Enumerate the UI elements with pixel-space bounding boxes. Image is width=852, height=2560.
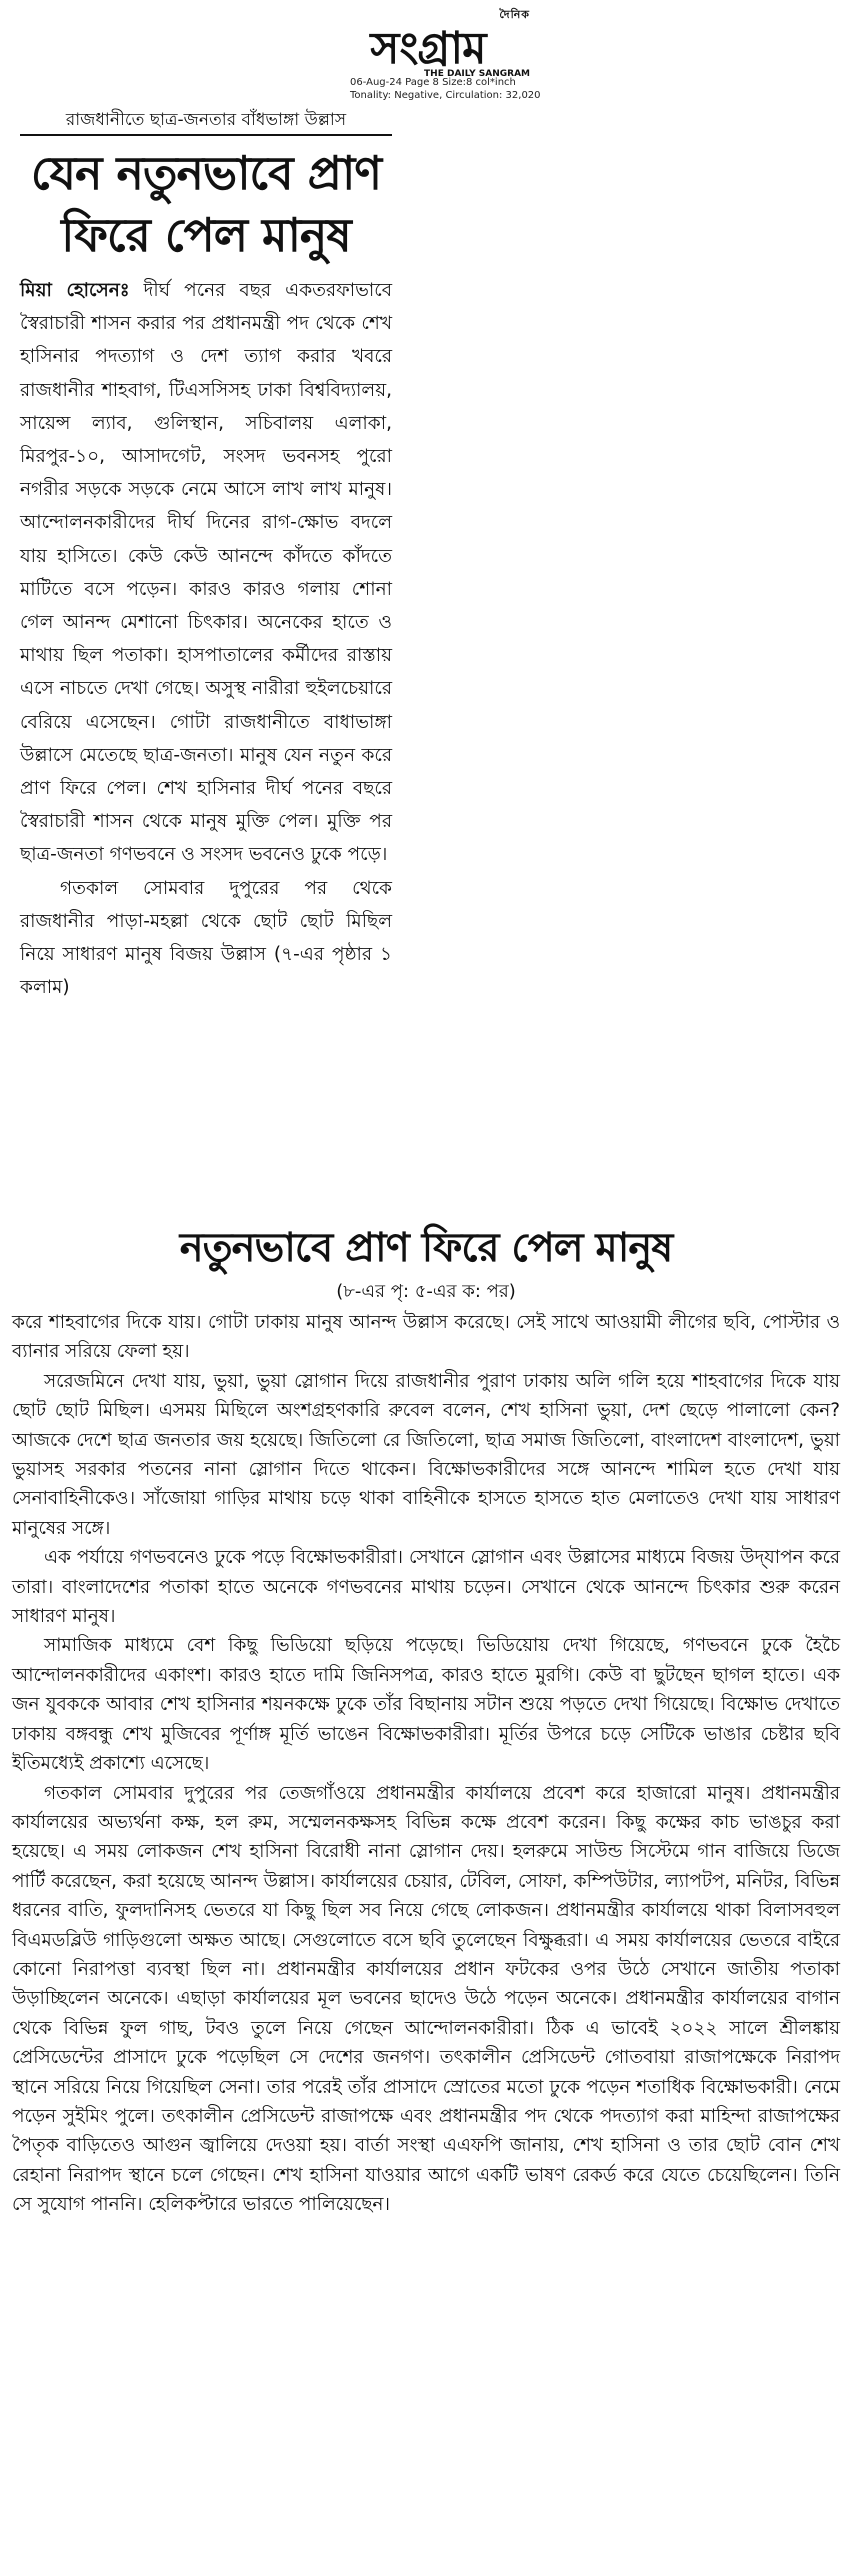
logo-title: সংগ্রাম [370,23,486,74]
lead-paragraph: করে শাহবাগের দিকে যায়। গোটা ঢাকায় মানুষ আনন্দ উল্লাস করেছে। সেই সাথে আওয়ামী লীগের ছবি, পোস্টার ও ব্যানার সরিয়ে ফেলা হয়। [12,1312,840,1363]
paragraph-4: গতকাল সোমবার দুপুরের পর তেজগাঁওয়ে প্রধানমন্ত্রীর কার্যালয়ে প্রবেশ করে হাজারো মানুষ। প্রধানমন্ত্রীর কার্যালয়ের অভ্যর্থনা কক্ষ, হল রুম, সম্মেলনকক্ষসহ বিভিন্ন কক্ষে প্রবেশ করেন। কিছু কক্ষের কাচ ভাঙচুর করা হয়েছে। এ সময় লোকজন শেখ হাসিনা বিরোধী নানা স্লোগান দেয়। হলরুমে সাউন্ড সিস্টেমে গান বাজিয়ে ডিজে পার্টি করেছেন, করা হয়েছে আনন্দ উল্লাস। কার্যালয়ের চেয়ার, টেবিল, সোফা, কম্পিউটার, ল্যাপটপ, মনিটর, বিভিন্ন ধরনের বাতি, ফুলদানিসহ ভেতরে যা কিছু ছিল সব নিয়ে গেছে লোকজন। প্রধানমন্ত্রীর কার্যালয়ে থাকা বিলাসবহুল বিএমডব্লিউ গাড়িগুলো অক্ষত আছে। সেগুলোতে বসে ছবি তুলেছেন বিক্ষুব্ধরা। এ সময় কার্যালয়ের ভেতরে বাইরে কোনো নিরাপত্তা ব্যবস্থা ছিল না। প্রধানমন্ত্রীর কার্যালয়ের প্রধান ফটকের ওপর উঠে সেখানে জাতীয় পতাকা উড়াচ্ছিলেন অনেকে। এছাড়া কার্যালয়ের মূল ভবনের ছাদেও উঠে পড়েন অনেকে। প্রধানমন্ত্রীর কার্যালয়ের বাগান থেকে বিভিন্ন ফুল গাছ, টবও তুলে নিয়ে গেছেন আন্দোলনকারীরা। ঠিক এ ভাবেই ২০২২ সালে শ্রীলঙ্কায় প্রেসিডেন্টের প্রাসাদে ঢুকে পড়েছিল সে দেশের জনগণ। তৎকালীন প্রেসিডেন্ট গোতবায়া রাজাপক্ষেকে নিরাপদ স্থানে সরিয়ে নিয়ে গিয়েছিল সেনা। তার পরেই তাঁর প্রাসাদে স্রোতের মতো ঢুকে পড়েন শতাধিক বিক্ষোভকারী। নেমে পড়েন সুইমিং পুলে। তৎকালীন প্রেসিডেন্ট রাজাপক্ষে এবং প্রধানমন্ত্রীর পদ থেকে পদত্যাগ করা মাহিন্দা রাজাপক্ষের পৈতৃক বাড়িতেও আগুন জ্বালিয়ে দেওয়া হয়। বার্তা সংস্থা এএফপি জানায়, শেখ হাসিনা ও তার ছোট বোন শেখ রেহানা নিরাপদ স্থানে চলে গেছেন। শেখ হাসিনা যাওয়ার আগে একটি ভাষণ রেকর্ড করে যেতে চেয়েছিলেন। তিনি সে সুযোগ পাননি। হেলিকপ্টারে ভারতে পালিয়েছেন। [12,1782,840,2216]
kicker: রাজধানীতে ছাত্র-জনতার বাঁধভাঙ্গা উল্লাস [20,106,392,136]
body-paragraph-1 [20,274,392,872]
article-continuation [12,1222,840,2220]
clipping-meta [350,76,650,102]
logo-english: THE DAILY SANGRAM [424,69,530,79]
body-paragraph-2: গতকাল সোমবার দুপুরের পর থেকে রাজধানীর পাড়া-মহল্লা থেকে ছোট ছোট মিছিল নিয়ে সাধারণ মানুষ বিজয় উল্লাস (৭-এর পৃষ্ঠার ১ কলাম) [20,877,392,999]
masthead [0,0,852,110]
continuation-headline: নতুনভাবে প্রাণ ফিরে পেল মানুষ [179,1225,673,1271]
byline: মিয়া হোসেনঃ [20,280,130,301]
headline: যেন নতুনভাবে প্রাণ ফিরে পেল মানুষ [30,146,382,262]
meta-line-2: Tonality: Negative, Circulation: 32,020 [350,90,541,101]
logo-prefix: দৈনিক [499,8,530,21]
meta-line-1: 06-Aug-24 Page 8 Size:8 col*inch [350,77,516,88]
paragraph-3: সামাজিক মাধ্যমে বেশ কিছু ভিডিয়ো ছড়িয়ে পড়েছে। ভিডিয়োয় দেখা গিয়েছে, গণভবনে ঢুকে হৈচৈ আন্দোলনকারীদের একাংশ। কারও হাতে দামি জিনিসপত্র, কারও হাতে মুরগি। কেউ বা ছুটছেন ছাগল হাতে। এক জন যুবককে আবার শেখ হাসিনার শয়নকক্ষে ঢুকে তাঁর বিছানায় সটান শুয়ে পড়তে দেখা গিয়েছে। বিক্ষোভ দেখাতে ঢাকায় বঙ্গবন্ধু শেখ মুজিবের পূর্ণাঙ্গ মূর্তি ভাঙেন বিক্ষোভকারীরা। মূর্তির উপরে চড়ে সেটিকে ভাঙার চেষ্টার ছবি ইতিমধ্যেই প্রকাশ্যে এসেছে। [12,1635,840,1775]
paragraph-1-text: দীর্ঘ পনের বছর একতরফাভাবে স্বৈরাচারী শাসন করার পর প্রধানমন্ত্রী পদ থেকে শেখ হাসিনার পদত্যাগ ও দেশ ত্যাগ করার খবরে রাজধানীর শাহবাগ, টিএসসিসহ ঢাকা বিশ্ববিদ্যালয়, সায়েন্স ল্যাব, গুলিস্থান, সচিবালয় এলাকা, মিরপুর-১০, আসাদগেট, সংসদ ভবনসহ পুরো নগরীর সড়কে সড়কে নেমে আসে লাখ লাখ মানুষ। আন্দোলনকারীদের দীর্ঘ দিনের রাগ-ক্ষোভ বদলে যায় হাসিতে। কেউ কেউ আনন্দে কাঁদতে কাঁদতে মাটিতে বসে পড়েন। কারও কারও গলায় শোনা গেল আনন্দ মেশানো চিৎকার। অনেকের হাতে ও মাথায় ছিল পতাকা। হাসপাতালের কর্মীদের রাস্তায় এসে নাচতে দেখা গেছে। অসুস্থ নারীরা হুইলচেয়ারে বেরিয়ে এসেছেন। গোটা রাজধানীতে বাধাভাঙ্গা উল্লাসে মেতেছে ছাত্র-জনতা। মানুষ যেন নতুন করে প্রাণ ফিরে পেল। শেখ হাসিনার দীর্ঘ পনের বছরে স্বৈরাচারী শাসন থেকে মানুষ মুক্তি পেল। মুক্তি পর ছাত্র-জনতা গণভবনে ও সংসদ ভবনেও ঢুকে পড়ে। [20,280,392,866]
paragraph-1: সরেজমিনে দেখা যায়, ভুয়া, ভুয়া স্লোগান দিয়ে রাজধানীর পুরাণ ঢাকায় অলি গলি হয়ে শাহবাগের দিকে যায় ছোট ছোট মিছিল। এসময় মিছিলে অংশগ্রহণকারি রুবেল বলেন, শেখ হাসিনা ভুয়া, দেশ ছেড়ে পালালো কেন? আজকে দেশে ছাত্র জনতার জয় হয়েছে। জিতিলো রে জিতিলো, ছাত্র সমাজ জিতিলো, বাংলাদেশ বাংলাদেশ, ভুয়া ভুয়াসহ সরকার পতনের নানা স্লোগান দিতে থাকেন। বিক্ষোভকারীদের সঙ্গে আনন্দে শামিল হতে দেখা যায় সেনাবাহিনীকেও। সাঁজোয়া গাড়ির মাথায় চড়ে থাকা বাহিনীকে হাসতে হাসতে হাত মেলাতেও দেখা যায় সাধারণ মানুষের সঙ্গে। [12,1370,840,1539]
paragraph-2: এক পর্যায়ে গণভবনেও ঢুকে পড়ে বিক্ষোভকারীরা। সেখানে স্লোগান এবং উল্লাসের মাধ্যমে বিজয় উদ্‌যাপন করে তারা। বাংলাদেশের পতাকা হাতে অনেকে গণভবনের মাথায় চড়েন। সেখানে থেকে আনন্দে চিৎকার শুরু করেন সাধারণ মানুষ। [12,1547,840,1628]
newspaper-logo [318,6,538,79]
article-front [20,106,392,1004]
continuation-body [12,1308,840,2220]
continued-from: (৮-এর পৃ: ৫-এর ক: পর) [336,1281,516,1302]
